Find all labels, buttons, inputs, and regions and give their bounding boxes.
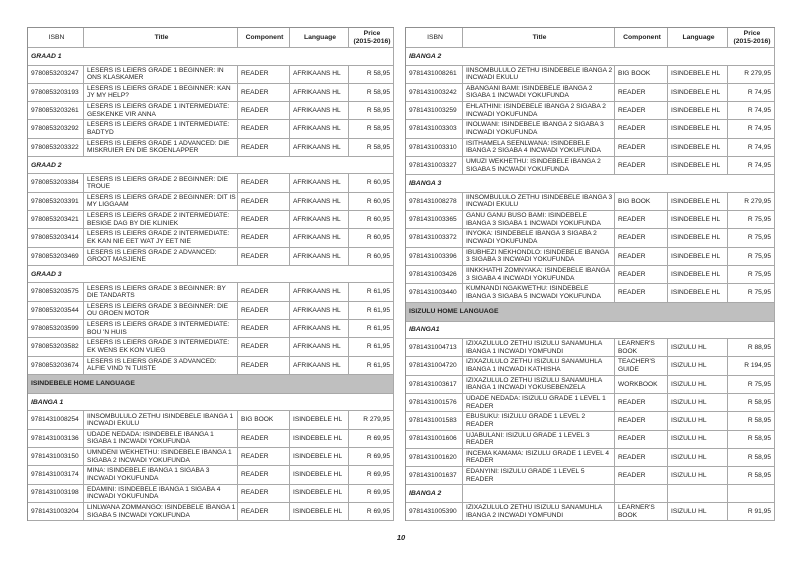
title-cell: UDADE NEDADA: ISINDEBELE IBANGA 1 SIGABA 1 INCWADI YOKUFUNDA	[84, 430, 238, 448]
language-cell: ISIZULU HL	[668, 376, 728, 394]
table-row	[28, 120, 394, 138]
table-row	[406, 66, 775, 84]
language-cell: ISINDEBELE HL	[668, 193, 728, 211]
section-row	[28, 157, 394, 175]
table-row	[406, 376, 775, 394]
isbn-cell: 9781431003242	[406, 84, 463, 102]
language-cell: ISIZULU HL	[668, 503, 728, 521]
component-cell: READER	[238, 66, 290, 84]
table-row	[406, 157, 775, 175]
title-cell: IINSOMBULULO ZETHU ISINDEBELE IBANGA 1 INCWADI EKULU	[84, 411, 238, 429]
language-cell: AFRIKAANS HL	[290, 302, 349, 320]
title-cell: INOLWANI: ISINDEBELE IBANGA 2 SIGABA 3 INCWADI YOKUFUNDA	[463, 120, 615, 138]
header-language: Language	[668, 28, 728, 48]
title-cell: IINSOMBULULO ZETHU ISINDEBELE IBANGA 2 INCWADI EKULU	[463, 66, 615, 84]
price-cell: R 61,95	[349, 302, 394, 320]
price-cell: R 60,95	[349, 193, 394, 211]
table-body	[406, 48, 775, 521]
table-row	[406, 412, 775, 430]
empty-cell	[668, 485, 728, 503]
isbn-cell: 9781431008254	[28, 411, 84, 429]
language-heading: ISINDEBELE HOME LANGUAGE	[28, 375, 394, 394]
isbn-cell: 9781431003617	[406, 376, 463, 394]
component-cell: BIG BOOK	[615, 193, 668, 211]
isbn-cell: 9780853203414	[28, 229, 84, 247]
section-row	[406, 48, 775, 66]
component-cell: READER	[615, 449, 668, 467]
component-cell: READER	[238, 320, 290, 338]
language-cell: ISIZULU HL	[668, 449, 728, 467]
title-cell: LESERS IS LEIERS GRADE 3 ADVANCED: ALFIE VIND 'N TUISTE	[84, 357, 238, 375]
price-cell: R 279,95	[349, 411, 394, 429]
language-cell: AFRIKAANS HL	[290, 139, 349, 157]
isbn-cell: 9780853203544	[28, 302, 84, 320]
table-row	[28, 466, 394, 484]
table-row	[28, 139, 394, 157]
language-cell: ISINDEBELE HL	[290, 448, 349, 466]
isbn-cell: 9780853203469	[28, 248, 84, 266]
title-cell: LESERS IS LEIERS GRADE 3 BEGINNER: BY DIE TANDARTS	[84, 283, 238, 301]
language-cell: ISINDEBELE HL	[668, 120, 728, 138]
language-cell: ISINDEBELE HL	[668, 66, 728, 84]
table-row	[28, 503, 394, 521]
table-row	[28, 84, 394, 102]
isbn-cell: 9781431003310	[406, 139, 463, 157]
isbn-cell: 9780853203582	[28, 338, 84, 356]
price-cell: R 75,95	[728, 248, 775, 266]
price-cell: R 75,95	[728, 284, 775, 302]
isbn-cell: 9780853203193	[28, 84, 84, 102]
price-cell: R 61,95	[349, 338, 394, 356]
title-cell: UMNDENI WEKHETHU: ISINDEBELE IBANGA 1 SIGABA 2 INCWADI YOKUFUNDA	[84, 448, 238, 466]
isbn-cell: 9781431003174	[28, 466, 84, 484]
language-cell: ISINDEBELE HL	[668, 211, 728, 229]
language-cell: ISIZULU HL	[668, 467, 728, 485]
header-price	[349, 28, 394, 48]
table-row	[28, 102, 394, 120]
isbn-cell: 9781431003303	[406, 120, 463, 138]
price-cell: R 69,95	[349, 430, 394, 448]
price-cell: R 69,95	[349, 485, 394, 503]
isbn-cell: 9781431001620	[406, 449, 463, 467]
table-row	[406, 449, 775, 467]
component-cell: READER	[615, 431, 668, 449]
language-cell: AFRIKAANS HL	[290, 229, 349, 247]
table-row	[28, 302, 394, 320]
table-row	[406, 431, 775, 449]
component-cell: READER	[615, 266, 668, 284]
section-row	[406, 485, 775, 503]
language-cell: ISINDEBELE HL	[668, 139, 728, 157]
header-price-label: Price	[743, 29, 761, 37]
table-row	[28, 174, 394, 192]
section-label: IBANGA 3	[406, 175, 775, 193]
price-cell: R 58,95	[728, 412, 775, 430]
language-cell: AFRIKAANS HL	[290, 66, 349, 84]
title-cell: EHLATHINI: ISINDEBELE IBANGA 2 SIGABA 2 INCWADI YOKUFUNDA	[463, 102, 615, 120]
price-cell: R 75,95	[728, 229, 775, 247]
title-cell: LESERS IS LEIERS GRADE 2 INTERMEDIATE: BESIGE DAG BY DIE KLINIEK	[84, 211, 238, 229]
component-cell: READER	[238, 338, 290, 356]
table-row	[28, 411, 394, 429]
language-cell: ISIZULU HL	[668, 412, 728, 430]
table-row	[406, 394, 775, 412]
price-cell: R 58,95	[349, 139, 394, 157]
price-cell: R 75,95	[728, 266, 775, 284]
language-heading: ISIZULU HOME LANGUAGE	[406, 303, 775, 322]
price-cell: R 60,95	[349, 229, 394, 247]
component-cell: LEARNER'S BOOK	[615, 503, 668, 521]
isbn-cell: 9781431001637	[406, 467, 463, 485]
header-price-period: (2015-2016)	[733, 37, 771, 45]
price-cell: R 279,95	[728, 66, 775, 84]
section-label: GRAAD 3	[28, 266, 394, 284]
isbn-cell: 9780853203391	[28, 193, 84, 211]
component-cell: READER	[615, 412, 668, 430]
price-cell: R 74,95	[728, 120, 775, 138]
title-cell: IZIXAZULULO ZETHU ISIZULU SANAMUHLA IBANGA 1 INCWADI YOMFUNDI	[463, 339, 615, 357]
title-cell: ISITHAMELA SEENLWANA: ISINDEBELE IBANGA 2 SIGABA 4 INCWADI YOKUFUNDA	[463, 139, 615, 157]
table-row	[28, 320, 394, 338]
title-cell: ABANGANI BAMI: ISINDEBELE IBANGA 2 SIGABA 1 INCWADI YOKUFUNDA	[463, 84, 615, 102]
isbn-cell: 9780853203575	[28, 283, 84, 301]
language-cell: AFRIKAANS HL	[290, 102, 349, 120]
price-cell: R 74,95	[728, 84, 775, 102]
language-cell: ISINDEBELE HL	[290, 430, 349, 448]
section-label: IBANGA 2	[406, 485, 463, 503]
component-cell: READER	[238, 302, 290, 320]
language-cell: ISINDEBELE HL	[668, 157, 728, 175]
table-row	[406, 139, 775, 157]
language-cell: AFRIKAANS HL	[290, 211, 349, 229]
title-cell: UDADE NEDADA: ISIZULU GRADE 1 LEVEL 1 READER	[463, 394, 615, 412]
price-cell: R 61,95	[349, 320, 394, 338]
isbn-cell: 9781431003198	[28, 485, 84, 503]
component-cell: READER	[238, 466, 290, 484]
component-cell: READER	[615, 139, 668, 157]
isbn-cell: 9780853203261	[28, 102, 84, 120]
section-row	[406, 175, 775, 193]
price-cell: R 75,95	[728, 376, 775, 394]
component-cell: READER	[238, 174, 290, 192]
component-cell: TEACHER'S GUIDE	[615, 357, 668, 375]
price-cell: R 58,95	[728, 467, 775, 485]
isbn-cell: 9781431003426	[406, 266, 463, 284]
title-cell: EDANYINI: ISIZULU GRADE 1 LEVEL 5 READER	[463, 467, 615, 485]
isbn-cell: 9781431008278	[406, 193, 463, 211]
component-cell: READER	[238, 357, 290, 375]
title-cell: IZIXAZULULO ZETHU ISIZULU SANAMUHLA IBANGA 2 INCWADI YOMFUNDI	[463, 503, 615, 521]
language-band-row	[406, 303, 775, 322]
title-cell: UJABULANI: ISIZULU GRADE 1 LEVEL 3 READER	[463, 431, 615, 449]
table-row	[28, 338, 394, 356]
isbn-cell: 9780853203421	[28, 211, 84, 229]
component-cell: READER	[238, 283, 290, 301]
isbn-cell: 9781431003327	[406, 157, 463, 175]
table-row	[406, 339, 775, 357]
component-cell: READER	[238, 229, 290, 247]
title-cell: LESERS IS LEIERS GRADE 1 INTERMEDIATE: BADTYD	[84, 120, 238, 138]
header-price	[728, 28, 775, 48]
table-row	[28, 211, 394, 229]
section-label: IBANGA 2	[406, 48, 775, 66]
price-cell: R 58,95	[349, 102, 394, 120]
header-component: Component	[238, 28, 290, 48]
header-isbn: ISBN	[406, 28, 463, 48]
component-cell: WORKBOOK	[615, 376, 668, 394]
component-cell: READER	[238, 430, 290, 448]
price-cell: R 74,95	[728, 157, 775, 175]
title-cell: GANU GANU BUSO BAMI: ISINDEBELE IBANGA 3 SIGABA 1 INCWADI YOKUFUNDA	[463, 211, 615, 229]
price-cell: R 91,95	[728, 503, 775, 521]
price-cell: R 58,95	[349, 84, 394, 102]
title-cell: LESERS IS LEIERS GRADE 3 INTERMEDIATE: EK WENS EK KON VLIEG	[84, 338, 238, 356]
isbn-cell: 9780853203384	[28, 174, 84, 192]
table-row	[406, 266, 775, 284]
section-label: GRAAD 1	[28, 48, 394, 66]
language-cell: AFRIKAANS HL	[290, 338, 349, 356]
language-cell: ISINDEBELE HL	[290, 485, 349, 503]
title-cell: IZIXAZULULO ZETHU ISIZULU SANAMUHLA IBANGA 1 INCWADI KATHISHA	[463, 357, 615, 375]
component-cell: READER	[615, 102, 668, 120]
table-row	[28, 248, 394, 266]
price-cell: R 58,95	[349, 120, 394, 138]
isbn-cell: 9780853203247	[28, 66, 84, 84]
section-label: IBANGA 1	[28, 394, 394, 412]
language-cell: ISINDEBELE HL	[290, 411, 349, 429]
table-row	[406, 503, 775, 521]
price-cell: R 60,95	[349, 174, 394, 192]
component-cell: READER	[615, 248, 668, 266]
component-cell: READER	[238, 193, 290, 211]
isbn-cell: 9780853203292	[28, 120, 84, 138]
table-row	[28, 357, 394, 375]
language-cell: AFRIKAANS HL	[290, 193, 349, 211]
price-cell: R 69,95	[349, 448, 394, 466]
price-cell: R 58,95	[728, 449, 775, 467]
isbn-cell: 9781431003136	[28, 430, 84, 448]
isbn-cell: 9781431003365	[406, 211, 463, 229]
component-cell: READER	[615, 211, 668, 229]
price-cell: R 58,95	[728, 394, 775, 412]
header-isbn: ISBN	[28, 28, 84, 48]
price-cell: R 69,95	[349, 466, 394, 484]
isbn-cell: 9781431005390	[406, 503, 463, 521]
component-cell: READER	[238, 120, 290, 138]
table-row	[28, 283, 394, 301]
empty-cell	[615, 485, 668, 503]
table-row	[406, 193, 775, 211]
table-row	[28, 448, 394, 466]
section-row	[28, 48, 394, 66]
price-table-left	[27, 27, 394, 521]
component-cell: READER	[238, 248, 290, 266]
header-price-period: (2015-2016)	[353, 37, 391, 45]
isbn-cell: 9781431003204	[28, 503, 84, 521]
title-cell: UMUZI WEKHETHU: ISINDEBELE IBANGA 2 SIGABA 5 INCWADI YOKUFUNDA	[463, 157, 615, 175]
language-cell: ISIZULU HL	[668, 431, 728, 449]
price-cell: R 88,95	[728, 339, 775, 357]
component-cell: READER	[615, 284, 668, 302]
language-cell: AFRIKAANS HL	[290, 320, 349, 338]
language-cell: AFRIKAANS HL	[290, 84, 349, 102]
table-row	[406, 284, 775, 302]
table-row	[406, 229, 775, 247]
language-cell: ISINDEBELE HL	[668, 266, 728, 284]
component-cell: READER	[238, 448, 290, 466]
price-cell: R 69,95	[349, 503, 394, 521]
page-number: 10	[396, 533, 406, 542]
table-row	[406, 248, 775, 266]
component-cell: READER	[615, 120, 668, 138]
title-cell: INYOKA: ISINDEBELE IBANGA 3 SIGABA 2 INCWADI YOKUFUNDA	[463, 229, 615, 247]
title-cell: LESERS IS LEIERS GRADE 1 ADVANCED: DIE MISKRUIER EN DIE SKOENLAPPER	[84, 139, 238, 157]
price-cell: R 75,95	[728, 211, 775, 229]
title-cell: LINLWANA ZOMMANGO: ISINDEBELE IBANGA 1 SIGABA 5 INCWADI YOKUFUNDA	[84, 503, 238, 521]
title-cell: KUMNANDI NGAKWETHU: ISINDEBELE IBANGA 3 SIGABA 5 INCWADI YOKUFUNDA	[463, 284, 615, 302]
language-cell: ISINDEBELE HL	[668, 229, 728, 247]
section-row	[28, 266, 394, 284]
component-cell: BIG BOOK	[615, 66, 668, 84]
table-header-row	[28, 28, 394, 48]
title-cell: IZIXAZULULO ZETHU ISIZULU SANAMUHLA IBANGA 1 INCWADI YOKUSEBENZELA	[463, 376, 615, 394]
component-cell: READER	[238, 485, 290, 503]
price-cell: R 58,95	[349, 66, 394, 84]
language-cell: ISINDEBELE HL	[668, 248, 728, 266]
component-cell: READER	[238, 84, 290, 102]
section-row	[406, 322, 775, 340]
language-cell: ISINDEBELE HL	[668, 84, 728, 102]
language-cell: ISIZULU HL	[668, 394, 728, 412]
table-body	[28, 48, 394, 521]
isbn-cell: 9781431003259	[406, 102, 463, 120]
isbn-cell: 9781431004720	[406, 357, 463, 375]
header-title: Title	[84, 28, 238, 48]
isbn-cell: 9781431001576	[406, 394, 463, 412]
title-cell: LESERS IS LEIERS GRADE 2 ADVANCED: GROOT MASJIENE	[84, 248, 238, 266]
isbn-cell: 9781431003440	[406, 284, 463, 302]
title-cell: LESERS IS LEIERS GRADE 1 INTERMEDIATE: GESKENKE VIR ANNA	[84, 102, 238, 120]
isbn-cell: 9781431003150	[28, 448, 84, 466]
price-cell: R 74,95	[728, 139, 775, 157]
empty-cell	[728, 485, 775, 503]
component-cell: LEARNER'S BOOK	[615, 339, 668, 357]
language-cell: AFRIKAANS HL	[290, 248, 349, 266]
component-cell: READER	[615, 157, 668, 175]
title-cell: LESERS IS LEIERS GRADE 2 BEGINNER: DIE TROUE	[84, 174, 238, 192]
title-cell: IBUBHEZI NEKHONDLO: ISINDEBELE IBANGA 3 SIGABA 3 INCWADI YOKUFUNDA	[463, 248, 615, 266]
component-cell: READER	[615, 394, 668, 412]
price-cell: R 74,95	[728, 102, 775, 120]
table-row	[28, 430, 394, 448]
isbn-cell: 9781431003372	[406, 229, 463, 247]
section-label: GRAAD 2	[28, 157, 394, 175]
title-cell: LESERS IS LEIERS GRADE 2 BEGINNER: DIT IS MY LIGGAAM	[84, 193, 238, 211]
isbn-cell: 9780853203322	[28, 139, 84, 157]
header-component: Component	[615, 28, 668, 48]
price-cell: R 61,95	[349, 283, 394, 301]
isbn-cell: 9781431003396	[406, 248, 463, 266]
title-cell: LESERS IS LEIERS GRADE 1 BEGINNER: IN ONS KLASKAMER	[84, 66, 238, 84]
header-language: Language	[290, 28, 349, 48]
table-row	[406, 84, 775, 102]
price-cell: R 60,95	[349, 211, 394, 229]
language-cell: AFRIKAANS HL	[290, 120, 349, 138]
isbn-cell: 9781431004713	[406, 339, 463, 357]
header-price-label: Price	[363, 29, 381, 37]
title-cell: IINSOMBULULO ZETHU ISINDEBELE IBANGA 3 INCWADI EKULU	[463, 193, 615, 211]
table-row	[28, 229, 394, 247]
title-cell: INCEMA KAMAMA: ISIZULU GRADE 1 LEVEL 4 READER	[463, 449, 615, 467]
header-title: Title	[463, 28, 615, 48]
table-row	[406, 467, 775, 485]
component-cell: BIG BOOK	[238, 411, 290, 429]
price-cell: R 279,95	[728, 193, 775, 211]
title-cell: LESERS IS LEIERS GRADE 1 BEGINNER: KAN JY MY HELP?	[84, 84, 238, 102]
table-row	[28, 485, 394, 503]
table-row	[406, 120, 775, 138]
language-cell: ISINDEBELE HL	[668, 102, 728, 120]
language-cell: ISINDEBELE HL	[290, 503, 349, 521]
title-cell: LESERS IS LEIERS GRADE 3 INTERMEDIATE: BOU 'N HUIS	[84, 320, 238, 338]
isbn-cell: 9781431001606	[406, 431, 463, 449]
title-cell: LESERS IS LEIERS GRADE 2 INTERMEDIATE: EK KAN NIE EET WAT JY EET NIE	[84, 229, 238, 247]
language-cell: AFRIKAANS HL	[290, 357, 349, 375]
price-table-right	[405, 27, 775, 521]
section-label: IBANGA1	[406, 322, 775, 340]
price-cell: R 61,95	[349, 357, 394, 375]
table-row	[406, 357, 775, 375]
language-cell: AFRIKAANS HL	[290, 283, 349, 301]
language-cell: ISIZULU HL	[668, 357, 728, 375]
isbn-cell: 9781431008261	[406, 66, 463, 84]
table-row	[406, 211, 775, 229]
isbn-cell: 9780853203674	[28, 357, 84, 375]
table-row	[28, 193, 394, 211]
component-cell: READER	[238, 139, 290, 157]
price-cell: R 58,95	[728, 431, 775, 449]
language-band-row	[28, 375, 394, 394]
component-cell: READER	[238, 503, 290, 521]
table-header-row	[406, 28, 775, 48]
component-cell: READER	[238, 211, 290, 229]
isbn-cell: 9780853203599	[28, 320, 84, 338]
component-cell: READER	[238, 102, 290, 120]
isbn-cell: 9781431001583	[406, 412, 463, 430]
language-cell: ISINDEBELE HL	[290, 466, 349, 484]
title-cell: EDAMINI: ISINDEBELE IBANGA 1 SIGABA 4 INCWADI YOKUFUNDA	[84, 485, 238, 503]
language-cell: ISINDEBELE HL	[668, 284, 728, 302]
language-cell: ISIZULU HL	[668, 339, 728, 357]
component-cell: READER	[615, 84, 668, 102]
component-cell: READER	[615, 229, 668, 247]
title-cell: EBUSUKU: ISIZULU GRADE 1 LEVEL 2 READER	[463, 412, 615, 430]
price-cell: R 194,95	[728, 357, 775, 375]
title-cell: IINKKHATHI ZOMNYAKA: ISINDEBELE IBANGA 3 SIGABA 4 INCWADI YOKUFUNDA	[463, 266, 615, 284]
price-cell: R 60,95	[349, 248, 394, 266]
component-cell: READER	[615, 467, 668, 485]
language-cell: AFRIKAANS HL	[290, 174, 349, 192]
table-row	[28, 66, 394, 84]
empty-cell	[463, 485, 615, 503]
title-cell: LESERS IS LEIERS GRADE 3 BEGINNER: DIE OU GROEN MOTOR	[84, 302, 238, 320]
section-row	[28, 394, 394, 412]
table-row	[406, 102, 775, 120]
title-cell: MINA: ISINDEBELE IBANGA 1 SIGABA 3 INCWADI YOKUFUNDA	[84, 466, 238, 484]
